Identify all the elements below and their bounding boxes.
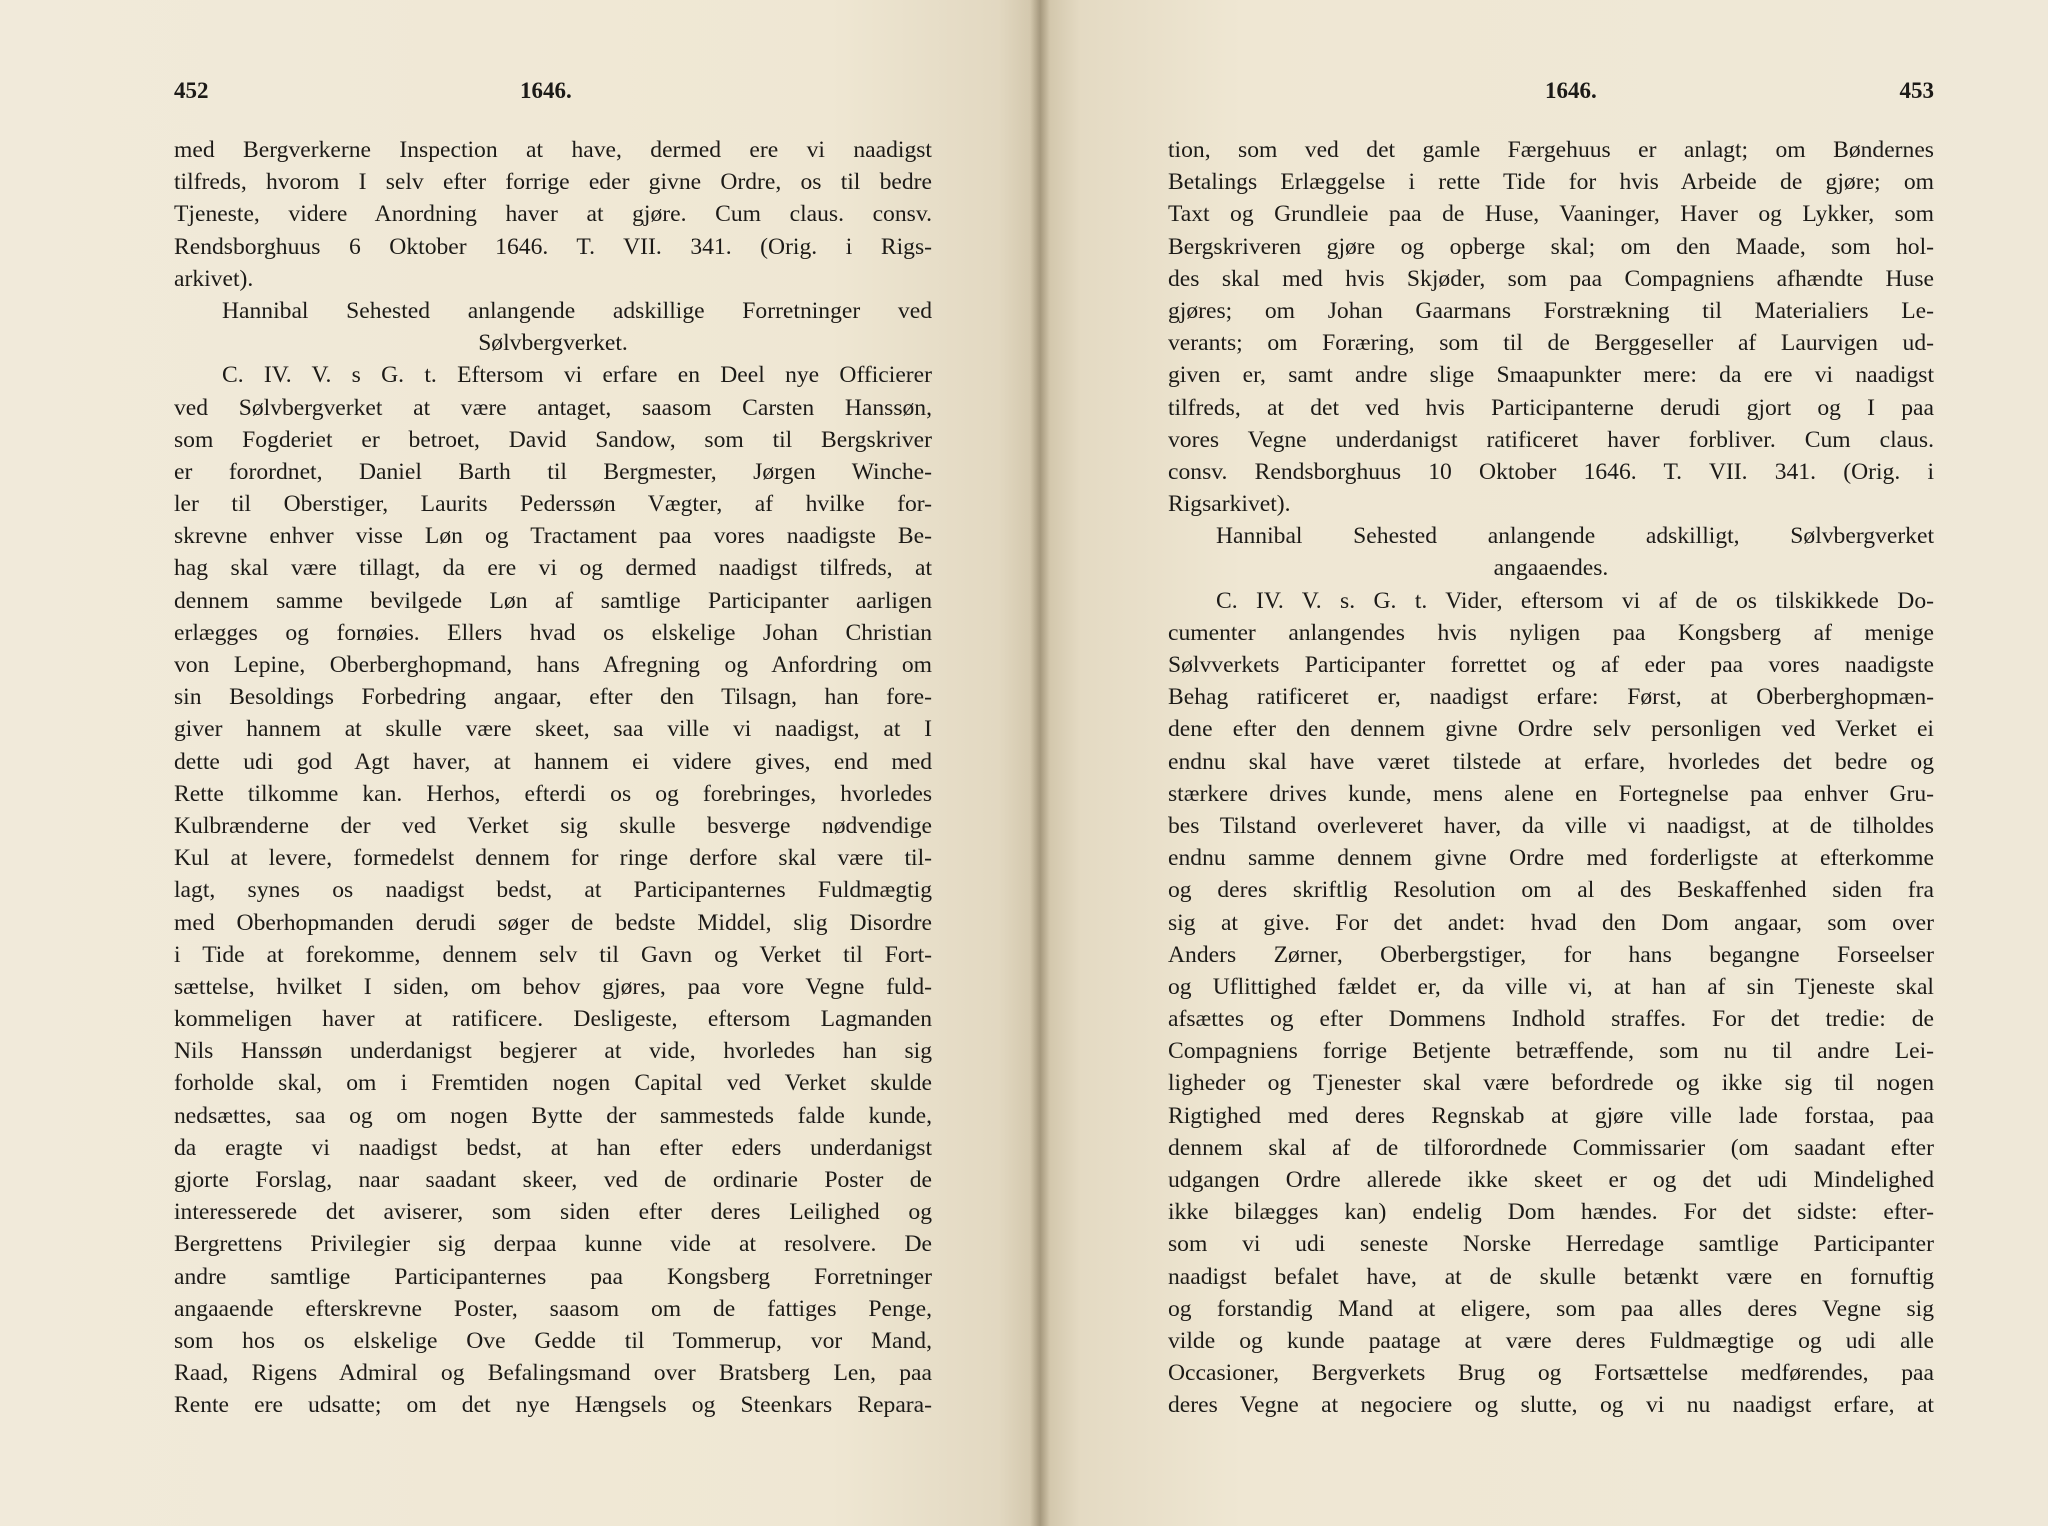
text-line: lagt, synes os naadigst bedst, at Participanternes Fuldmægtig: [174, 877, 932, 904]
text-line: Bergrettens Privilegier sig derpaa kunne vide at resolvere. De: [174, 1231, 932, 1258]
text-line: Betalings Erlæggelse i rette Tide for hvis Arbeide de gjøre; om: [1168, 169, 1934, 196]
text-line: ligheder og Tjenester skal være befordrede og ikke sig til nogen: [1168, 1070, 1934, 1097]
text-line: gjøres; om Johan Gaarmans Forstrækning til Materialiers Le-: [1168, 297, 1934, 324]
text-line: endnu samme dennem givne Ordre med forderligste at efterkomme: [1168, 845, 1934, 872]
text-line: Tjeneste, videre Anordning haver at gjøre. Cum claus. consv.: [174, 201, 932, 228]
text-line: naadigst befalet have, at de skulle betænkt være en fornuftig: [1168, 1263, 1934, 1290]
text-line: Kulbrænderne der ved Verket sig skulle besverge nødvendige: [174, 812, 932, 839]
text-line: Sølvverkets Participanter forrettet og af eder paa vores naadigste: [1168, 652, 1934, 678]
text-line: Rigtighed med deres Regnskab at gjøre ville lade forstaa, paa: [1168, 1102, 1934, 1129]
text-line: dette udi god Agt haver, at hannem ei videre gives, end med: [174, 748, 932, 775]
text-line: verants; om Foræring, som til de Berggeseller af Laurvigen ud-: [1168, 330, 1934, 357]
text-line: deres Vegne at negociere og slutte, og vi nu naadigst erfare, at: [1168, 1392, 1934, 1419]
text-line: des skal med hvis Skjøder, som paa Compagniens afhændte Huse: [1168, 265, 1934, 292]
text-line: cumenter anlangendes hvis nyligen paa Kongsberg af menige: [1168, 619, 1934, 646]
text-line: C. IV. V. s. G. t. Vider, eftersom vi af de os tilskikkede Do-: [1216, 587, 1934, 614]
text-line: tilfreds, hvorom I selv efter forrige eder givne Ordre, os til bedre: [174, 169, 932, 196]
text-line: Taxt og Grundleie paa de Huse, Vaaninger, Haver og Lykker, som: [1168, 201, 1934, 228]
text-line: arkivet).: [174, 265, 254, 292]
text-line: Kul at levere, formedelst dennem for ringe derfore skal være til-: [174, 845, 932, 872]
text-line: som vi udi seneste Norske Herredage samtlige Participanter: [1168, 1231, 1934, 1258]
text-line: dene efter den dennem givne Ordre selv personligen ved Verket ei: [1168, 716, 1934, 743]
text-line: erlægges og fornøies. Ellers hvad os elskelige Johan Christian: [174, 619, 932, 646]
text-line: Behag ratificeret er, naadigst erfare: Først, at Oberberghopmæn-: [1168, 684, 1934, 711]
right-page-header: [1168, 78, 1934, 112]
text-line: Rigsarkivet).: [1168, 491, 1291, 518]
text-line: sin Besoldings Forbedring angaar, efter den Tilsagn, han fore-: [174, 684, 932, 711]
text-line: Hannibal Sehested anlangende adskilligt, Sølvbergverket: [1216, 523, 1934, 550]
left-page-header: [174, 78, 932, 112]
text-line: afsættes og efter Dommens Indhold straffes. For det tredie: de: [1168, 1006, 1934, 1033]
text-line: Rette tilkomme kan. Herhos, efterdi os og forebringes, hvorledes: [174, 780, 932, 807]
text-line: tion, som ved det gamle Færgehuus er anlagt; om Bøndernes: [1168, 137, 1934, 163]
text-line: Sølvbergverket.: [478, 330, 628, 357]
text-line: ved Sølvbergverket at være antaget, saasom Carsten Hanssøn,: [174, 394, 932, 421]
text-line: von Lepine, Oberberghopmand, hans Afregning og Anfordring om: [174, 652, 932, 678]
text-line: gjorte Forslag, naar saadant skeer, ved de ordinarie Poster de: [174, 1167, 932, 1193]
text-line: som hos os elskelige Ove Gedde til Tommerup, vor Mand,: [174, 1327, 932, 1354]
text-line: er forordnet, Daniel Barth til Bergmester, Jørgen Winche-: [174, 458, 932, 485]
text-line: ikke bilægges kan) endelig Dom hændes. For det sidste: efter-: [1168, 1199, 1934, 1226]
text-line: Rente ere udsatte; om det nye Hængsels og Steenkars Repara-: [174, 1392, 932, 1419]
text-line: nedsættes, saa og om nogen Bytte der sammesteds falde kunde,: [174, 1102, 932, 1129]
text-line: og forstandig Mand at eligere, som paa alles deres Vegne sig: [1168, 1295, 1934, 1322]
running-head: 1646.: [520, 78, 572, 103]
page-number: 453: [1899, 78, 1934, 103]
text-line: i Tide at forekomme, dennem selv til Gavn og Verket til Fort-: [174, 941, 932, 968]
text-line: Raad, Rigens Admiral og Befalingsmand over Bratsberg Len, paa: [174, 1360, 932, 1387]
text-line: Occasioner, Bergverkets Brug og Fortsættelse medførendes, paa: [1168, 1360, 1934, 1387]
text-line: skrevne enhver visse Løn og Tractament paa vores naadigste Be-: [174, 523, 932, 550]
page-number: 452: [174, 78, 209, 103]
text-line: given er, samt andre slige Smaapunkter mere: da ere vi naadigst: [1168, 362, 1934, 389]
text-line: angaaendes.: [1493, 555, 1609, 582]
text-line: bes Tilstand overleveret haver, da ville vi naadigst, at de tilholdes: [1168, 812, 1934, 839]
right-page-body: [1168, 134, 1934, 1422]
text-line: dennem samme bevilgede Løn af samtlige Participanter aarligen: [174, 587, 932, 614]
running-head: 1646.: [1545, 78, 1597, 103]
text-line: endnu skal have været tilstede at erfare, hvorledes det bedre og: [1168, 748, 1934, 775]
text-line: Nils Hanssøn underdanigst begjerer at vide, hvorledes han sig: [174, 1038, 932, 1065]
text-line: Hannibal Sehested anlangende adskillige Forretninger ved: [222, 297, 932, 324]
text-line: Bergskriveren gjøre og opberge skal; om den Maade, som hol-: [1168, 233, 1934, 260]
text-line: dennem skal af de tilforordnede Commissarier (om saadant efter: [1168, 1134, 1934, 1161]
text-line: og deres skriftlig Resolution om al des Beskaffenhed siden fra: [1168, 877, 1934, 904]
text-line: interesserede det aviserer, som siden efter deres Leilighed og: [174, 1199, 932, 1226]
text-line: udgangen Ordre allerede ikke skeet er og det udi Mindelighed: [1168, 1167, 1934, 1193]
text-line: da eragte vi naadigst bedst, at han efter eders underdanigst: [174, 1134, 932, 1161]
text-line: med Bergverkerne Inspection at have, dermed ere vi naadigst: [174, 137, 932, 163]
text-line: andre samtlige Participanternes paa Kongsberg Forretninger: [174, 1263, 932, 1290]
text-line: angaaende efterskrevne Poster, saasom om de fattiges Penge,: [174, 1295, 932, 1322]
text-line: C. IV. V. s G. t. Eftersom vi erfare en Deel nye Officierer: [222, 362, 932, 389]
text-line: sættelse, hvilket I siden, om behov gjøres, paa vore Vegne fuld-: [174, 973, 932, 1000]
text-line: vilde og kunde paatage at være deres Fuldmægtige og udi alle: [1168, 1327, 1934, 1354]
text-line: Compagniens forrige Betjente betræffende, som nu til andre Lei-: [1168, 1038, 1934, 1065]
text-line: og Uflittighed fældet er, da ville vi, at han af sin Tjeneste skal: [1168, 973, 1934, 1000]
text-line: sig at give. For det andet: hvad den Dom angaar, som over: [1168, 909, 1934, 936]
text-line: som Fogderiet er betroet, David Sandow, som til Bergskriver: [174, 426, 932, 453]
text-line: tilfreds, at det ved hvis Participanterne derudi gjort og I paa: [1168, 394, 1934, 421]
left-page-body: [174, 134, 932, 1422]
right-page: [1040, 0, 2048, 1526]
text-line: med Oberhopmanden derudi søger de bedste Middel, slig Disordre: [174, 909, 932, 936]
book-gutter: [1030, 0, 1050, 1526]
text-line: forholde skal, om i Fremtiden nogen Capital ved Verket skulde: [174, 1070, 932, 1097]
text-line: consv. Rendsborghuus 10 Oktober 1646. T. VII. 341. (Orig. i: [1168, 458, 1934, 485]
text-line: vores Vegne underdanigst ratificeret haver forbliver. Cum claus.: [1168, 426, 1934, 453]
text-line: hag skal være tillagt, da ere vi og dermed naadigst tilfreds, at: [174, 555, 932, 582]
text-line: ler til Oberstiger, Laurits Pederssøn Vægter, af hvilke for-: [174, 491, 932, 518]
text-line: stærkere drives kunde, mens alene en Fortegnelse paa enhver Gru-: [1168, 780, 1934, 807]
text-line: giver hannem at skulle være skeet, saa ville vi naadigst, at I: [174, 716, 932, 743]
text-line: kommeligen haver at ratificere. Desligeste, eftersom Lagmanden: [174, 1006, 932, 1033]
text-line: Rendsborghuus 6 Oktober 1646. T. VII. 341. (Orig. i Rigs-: [174, 233, 932, 260]
text-line: Anders Zørner, Oberbergstiger, for hans begangne Forseelser: [1168, 941, 1934, 968]
